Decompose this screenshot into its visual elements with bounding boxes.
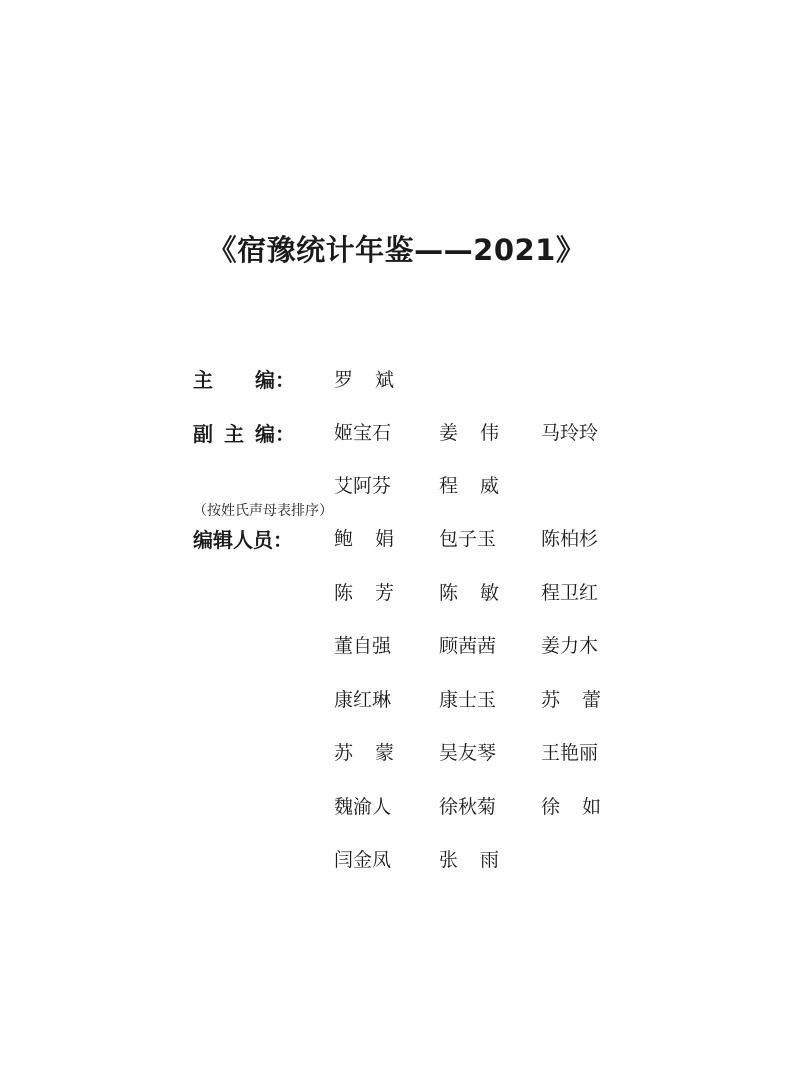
- editor-name: [439, 578, 499, 605]
- document-title: 《宿豫统计年鉴——2021》: [207, 233, 586, 267]
- chief-editor-label: [193, 364, 295, 393]
- editor-name: [334, 631, 394, 658]
- deputy-editor-name: [439, 418, 499, 445]
- name-text: 陈柏杉: [541, 528, 599, 550]
- name-text: 艾阿芬: [334, 475, 392, 497]
- sort-order-note: （按姓氏声母表排序）: [193, 503, 333, 519]
- name-text: 魏渝人: [334, 796, 392, 818]
- name-text: 姜力木: [541, 635, 599, 657]
- editors-label: 编辑人员：: [193, 528, 293, 552]
- deputy-editor-name: [439, 471, 499, 498]
- editor-name: [541, 631, 601, 658]
- editor-name: [541, 578, 601, 605]
- editor-name: [439, 738, 499, 765]
- chief-editor-label-char: 编：: [255, 368, 295, 392]
- editor-name: [439, 631, 499, 658]
- name-text: 康红琳: [334, 689, 392, 711]
- deputy-editor-name: [541, 418, 601, 445]
- name-char: 如: [581, 796, 601, 818]
- name-text: 闫金凤: [334, 849, 392, 871]
- editor-name: [439, 792, 499, 819]
- name-char: 陈: [439, 582, 459, 604]
- name-char: 苏: [541, 689, 561, 711]
- chief-editor-name: [334, 365, 394, 392]
- name-char: 姜: [439, 422, 459, 444]
- editor-name: [541, 738, 601, 765]
- deputy-editor-label-char: 副: [193, 422, 213, 446]
- name-char: 蒙: [374, 742, 394, 764]
- editor-name: [541, 685, 601, 712]
- name-text: 马玲玲: [541, 422, 599, 444]
- name-char: 张: [439, 849, 459, 871]
- name-text: 包子玉: [439, 528, 497, 550]
- name-text: 徐秋菊: [439, 796, 497, 818]
- name-text: 康士玉: [439, 689, 497, 711]
- name-char: 敏: [479, 582, 499, 604]
- name-text: 顾茜茜: [439, 635, 497, 657]
- chief-editor-label-char: 主: [193, 368, 213, 392]
- deputy-editor-label-char: 编：: [255, 422, 295, 446]
- editor-name: [334, 524, 394, 551]
- editor-name: [334, 685, 394, 712]
- name-text: 王艳丽: [541, 742, 599, 764]
- editor-name: [334, 845, 394, 872]
- name-char: 伟: [479, 422, 499, 444]
- name-char: 徐: [541, 796, 561, 818]
- deputy-editor-name: [334, 418, 394, 445]
- deputy-editor-label-char: 主: [224, 422, 244, 446]
- editor-name: [334, 578, 394, 605]
- name-text: 吴友琴: [439, 742, 497, 764]
- name-char: 罗: [334, 369, 354, 391]
- editor-name: [439, 524, 499, 551]
- name-char: 威: [479, 475, 499, 497]
- editor-name: [334, 738, 394, 765]
- name-text: 姬宝石: [334, 422, 392, 444]
- name-text: 董自强: [334, 635, 392, 657]
- name-char: 陈: [334, 582, 354, 604]
- deputy-editor-name: [334, 471, 394, 498]
- name-char: 斌: [374, 369, 394, 391]
- editor-name: [439, 685, 499, 712]
- name-char: 鲍: [334, 528, 354, 550]
- name-char: 雨: [479, 849, 499, 871]
- deputy-editor-label: [193, 418, 295, 447]
- name-text: 程卫红: [541, 582, 599, 604]
- name-char: 芳: [374, 582, 394, 604]
- editor-name: [334, 792, 394, 819]
- name-char: 苏: [334, 742, 354, 764]
- name-char: 蕾: [581, 689, 601, 711]
- name-char: 娟: [374, 528, 394, 550]
- editor-name: [439, 845, 499, 872]
- editor-name: [541, 792, 601, 819]
- editor-name: [541, 524, 601, 551]
- name-char: 程: [439, 475, 459, 497]
